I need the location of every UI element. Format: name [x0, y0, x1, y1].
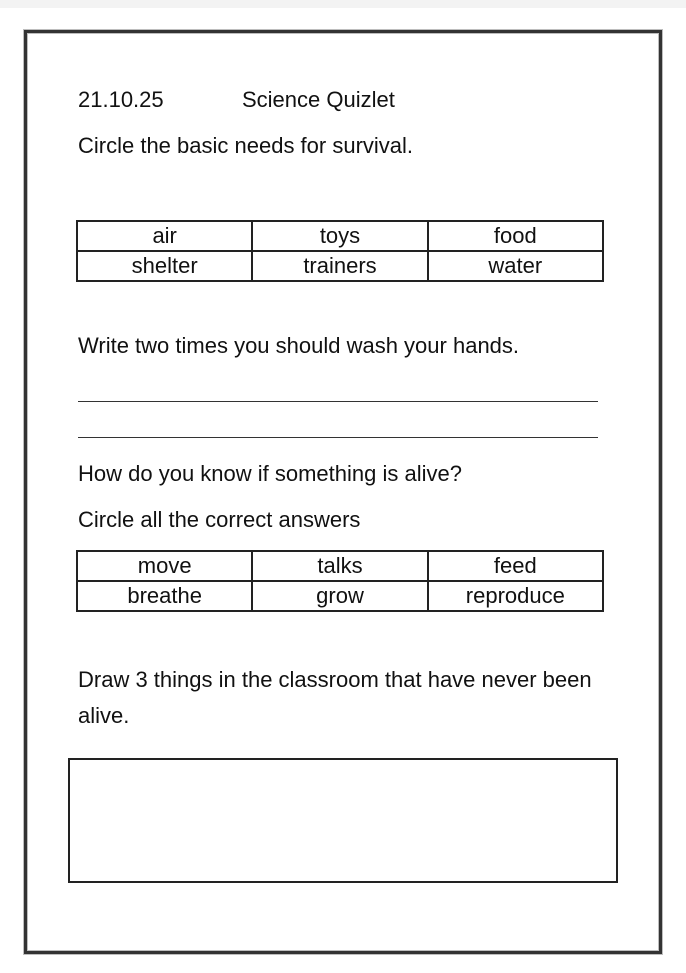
table-row — [77, 551, 603, 581]
top-edge-shade — [0, 0, 686, 8]
word-cell[interactable]: move — [77, 551, 252, 581]
question-draw: Draw 3 things in the classroom that have never been alive. — [78, 667, 592, 728]
word-cell[interactable]: air — [77, 221, 252, 251]
word-cell[interactable]: trainers — [252, 251, 427, 281]
alive-signs-table — [76, 550, 604, 612]
worksheet-title: Science Quizlet — [242, 87, 395, 112]
table-row — [77, 581, 603, 611]
word-cell[interactable]: reproduce — [428, 581, 603, 611]
word-cell[interactable]: feed — [428, 551, 603, 581]
worksheet-date: 21.10.25 — [78, 87, 164, 112]
word-cell[interactable]: food — [428, 221, 603, 251]
table-row — [77, 221, 603, 251]
drawing-box[interactable] — [68, 758, 618, 883]
answer-line-2[interactable] — [78, 437, 598, 438]
word-cell[interactable]: breathe — [77, 581, 252, 611]
word-cell[interactable]: toys — [252, 221, 427, 251]
answer-line-1[interactable] — [78, 401, 598, 402]
word-cell[interactable]: shelter — [77, 251, 252, 281]
question-wash-hands: Write two times you should wash your hands. — [78, 333, 520, 358]
question-basic-needs: Circle the basic needs for survival. — [78, 133, 414, 158]
word-cell[interactable]: grow — [252, 581, 427, 611]
word-cell[interactable]: talks — [252, 551, 427, 581]
question-alive: How do you know if something is alive? — [78, 461, 462, 486]
table-row — [77, 251, 603, 281]
question-alive-instruction: Circle all the correct answers — [78, 507, 361, 532]
basic-needs-table — [76, 220, 604, 282]
word-cell[interactable]: water — [428, 251, 603, 281]
